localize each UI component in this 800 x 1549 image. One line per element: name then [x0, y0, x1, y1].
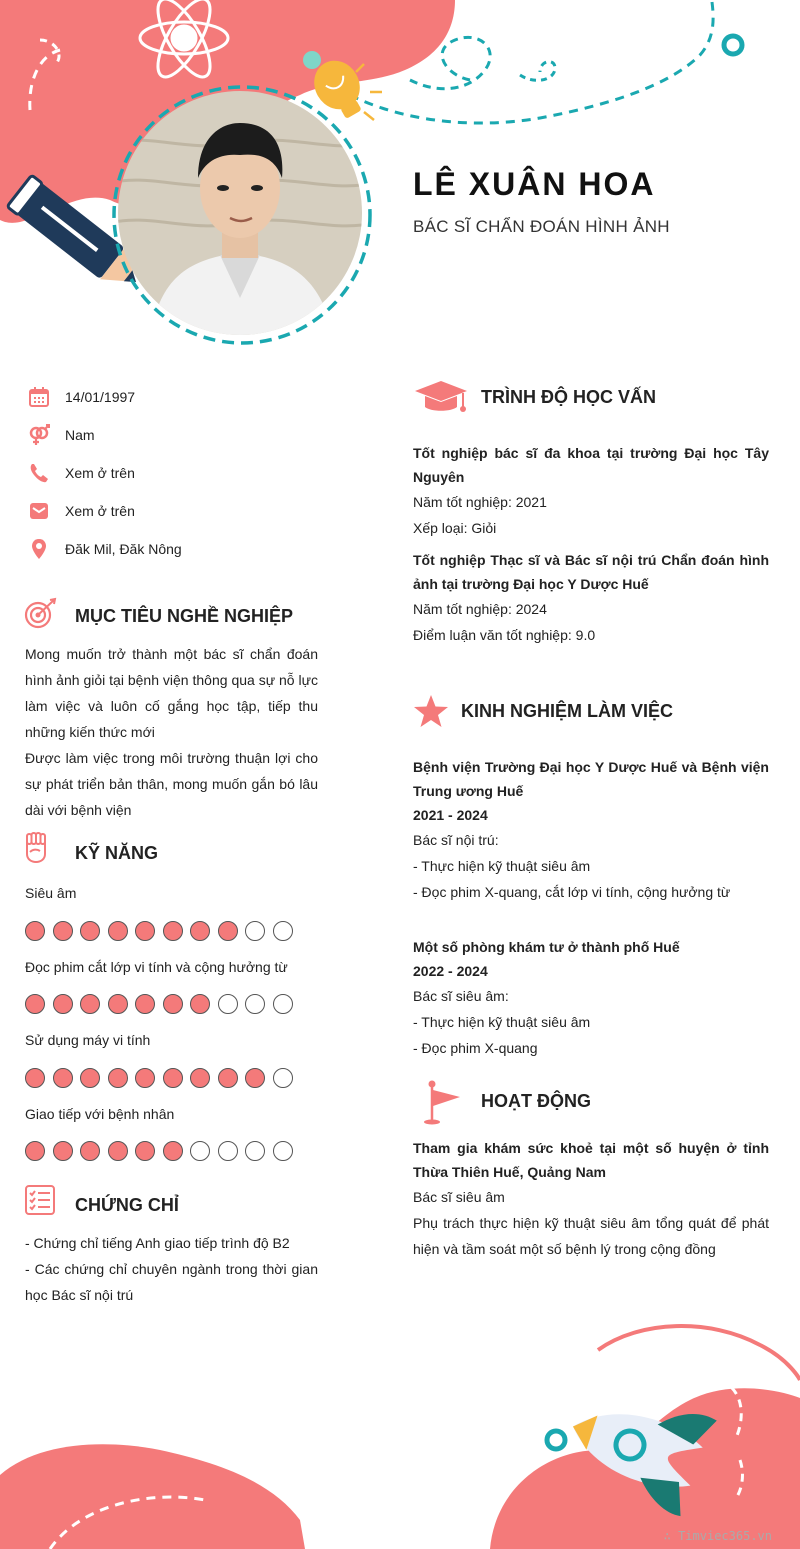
rating-dot-empty — [245, 1141, 265, 1161]
rating-dot-filled — [25, 921, 45, 941]
rating-dot-filled — [25, 994, 45, 1014]
rating-dot-empty — [218, 1141, 238, 1161]
rating-dot-empty — [245, 921, 265, 941]
rating-dot-filled — [80, 1141, 100, 1161]
rating-dot-filled — [190, 1068, 210, 1088]
rating-dot-filled — [53, 1068, 73, 1088]
experience-detail: - Đọc phim X-quang, cắt lớp vi tính, cộng hưởng từ — [413, 884, 731, 900]
experience-detail: - Thực hiện kỹ thuật siêu âm — [413, 1014, 591, 1030]
contact-address — [28, 537, 182, 561]
address-text: Đăk Mil, Đăk Nông — [65, 541, 182, 557]
skill-label: Siêu âm — [25, 885, 77, 901]
rating-dot-filled — [25, 1141, 45, 1161]
skill-label: Đọc phim cắt lớp vi tính và cộng hưởng từ — [25, 959, 288, 975]
skill-label: Giao tiếp với bệnh nhân — [25, 1106, 175, 1122]
target-icon — [24, 597, 58, 631]
education-entry — [413, 441, 769, 541]
rating-dot-empty — [273, 1068, 293, 1088]
certificates-title: CHỨNG CHỈ — [75, 1195, 179, 1215]
objective-line: Mong muốn trở thành một bác sĩ chẩn đoán hình ảnh giỏi tại bệnh viện thông qua sự nỗ lực làm việc và luôn cố gắng học tập, tiếp thu những kiến thức mới — [25, 646, 318, 740]
skills-title: KỸ NĂNG — [75, 843, 159, 863]
skill-rating — [25, 921, 293, 941]
rating-dot-filled — [163, 1068, 183, 1088]
experience-detail: Bác sĩ siêu âm: — [413, 988, 509, 1004]
candidate-name: LÊ XUÂN HOA — [413, 166, 656, 202]
rating-dot-filled — [108, 1141, 128, 1161]
experience-detail: Bác sĩ nội trú: — [413, 832, 499, 848]
rating-dot-empty — [245, 994, 265, 1014]
checklist-icon — [24, 1184, 56, 1216]
fist-icon — [24, 832, 48, 864]
activity-entry — [413, 1136, 769, 1262]
skill-rating — [25, 994, 293, 1014]
certificate-item: - Chứng chỉ tiếng Anh giao tiếp trình độ B2 — [25, 1235, 290, 1251]
experience-detail: - Thực hiện kỹ thuật siêu âm — [413, 858, 591, 874]
skill-rating — [25, 1141, 293, 1161]
rating-dot-filled — [25, 1068, 45, 1088]
calendar-icon — [28, 386, 50, 408]
flag-icon — [420, 1080, 462, 1126]
rating-dot-filled — [163, 921, 183, 941]
rating-dot-filled — [163, 1141, 183, 1161]
watermark: ∴ Timviec365.vn — [663, 1529, 772, 1543]
experience-detail: - Đọc phim X-quang — [413, 1040, 538, 1056]
email-text: Xem ở trên — [65, 503, 135, 519]
phone-text: Xem ở trên — [65, 465, 135, 481]
birthday-text: 14/01/1997 — [65, 389, 136, 405]
experience-company: Một số phòng khám tư ở thành phố Huế — [413, 939, 680, 955]
experience-entry — [413, 755, 769, 905]
rating-dot-filled — [53, 921, 73, 941]
rating-dot-filled — [53, 994, 73, 1014]
contact-phone — [28, 461, 135, 485]
activities-title: HOẠT ĐỘNG — [481, 1091, 591, 1111]
rating-dot-filled — [80, 1068, 100, 1088]
objective-title: MỤC TIÊU NGHỀ NGHIỆP — [75, 606, 294, 626]
rating-dot-empty — [273, 994, 293, 1014]
rating-dot-filled — [53, 1141, 73, 1161]
education-detail: Năm tốt nghiệp: 2024 — [413, 601, 547, 617]
objective-text — [25, 641, 318, 823]
contact-birthday — [28, 385, 136, 409]
contact-gender — [28, 423, 95, 447]
activity-detail: Bác sĩ siêu âm — [413, 1189, 505, 1205]
experience-entry — [413, 935, 769, 1061]
email-icon — [28, 500, 50, 522]
contact-email — [28, 499, 135, 523]
objective-line: Được làm việc trong môi trường thuận lợi cho sự phát triển bản thân, mong muốn gắn bó lâu dài với bệnh viện — [25, 750, 318, 818]
rating-dot-filled — [135, 994, 155, 1014]
education-detail: Xếp loại: Giỏi — [413, 520, 497, 536]
rating-dot-empty — [273, 1141, 293, 1161]
education-heading: Tốt nghiệp Thạc sĩ và Bác sĩ nội trú Chẩn đoán hình ảnh tại trường Đại học Y Dược Huế — [413, 552, 769, 592]
skill-label: Sử dụng máy vi tính — [25, 1032, 151, 1048]
activity-heading: Tham gia khám sức khoẻ tại một số huyện ở tỉnh Thừa Thiên Huế, Quảng Nam — [413, 1140, 769, 1180]
experience-title: KINH NGHIỆM LÀM VIỆC — [461, 701, 674, 721]
rating-dot-filled — [190, 994, 210, 1014]
rating-dot-filled — [108, 994, 128, 1014]
rating-dot-empty — [190, 1141, 210, 1161]
certificates-list — [25, 1230, 318, 1308]
experience-company: Bệnh viện Trường Đại học Y Dược Huế và Bệnh viện Trung ương Huế — [413, 759, 769, 799]
rating-dot-filled — [108, 1068, 128, 1088]
rating-dot-filled — [135, 1141, 155, 1161]
activity-detail: Phụ trách thực hiện kỹ thuật siêu âm tổng quát để phát hiện và tầm soát một số bệnh lý trong cộng đồng — [413, 1215, 769, 1257]
avatar — [110, 83, 374, 347]
rating-dot-filled — [218, 921, 238, 941]
star-icon — [413, 694, 449, 728]
rating-dot-filled — [135, 921, 155, 941]
education-detail: Điểm luận văn tốt nghiệp: 9.0 — [413, 627, 596, 643]
job-title: BÁC SĨ CHẨN ĐOÁN HÌNH ẢNH — [413, 217, 670, 236]
graduation-cap-icon — [413, 379, 469, 415]
experience-period: 2022 - 2024 — [413, 963, 488, 979]
rating-dot-filled — [80, 921, 100, 941]
certificate-item: - Các chứng chỉ chuyên ngành trong thời gian học Bác sĩ nội trú — [25, 1261, 318, 1303]
education-detail: Năm tốt nghiệp: 2021 — [413, 494, 547, 510]
rating-dot-filled — [163, 994, 183, 1014]
education-title: TRÌNH ĐỘ HỌC VẤN — [481, 387, 656, 407]
rating-dot-filled — [190, 921, 210, 941]
rating-dot-empty — [273, 921, 293, 941]
rating-dot-filled — [135, 1068, 155, 1088]
education-entry — [413, 548, 769, 648]
gender-icon — [28, 424, 50, 446]
rating-dot-filled — [80, 994, 100, 1014]
education-heading: Tốt nghiệp bác sĩ đa khoa tại trường Đại học Tây Nguyên — [413, 445, 769, 485]
phone-icon — [28, 462, 50, 484]
rating-dot-filled — [245, 1068, 265, 1088]
location-pin-icon — [28, 538, 50, 560]
experience-period: 2021 - 2024 — [413, 807, 488, 823]
rating-dot-filled — [218, 1068, 238, 1088]
rating-dot-filled — [108, 921, 128, 941]
rating-dot-empty — [218, 994, 238, 1014]
gender-text: Nam — [65, 427, 95, 443]
skill-rating — [25, 1068, 293, 1088]
